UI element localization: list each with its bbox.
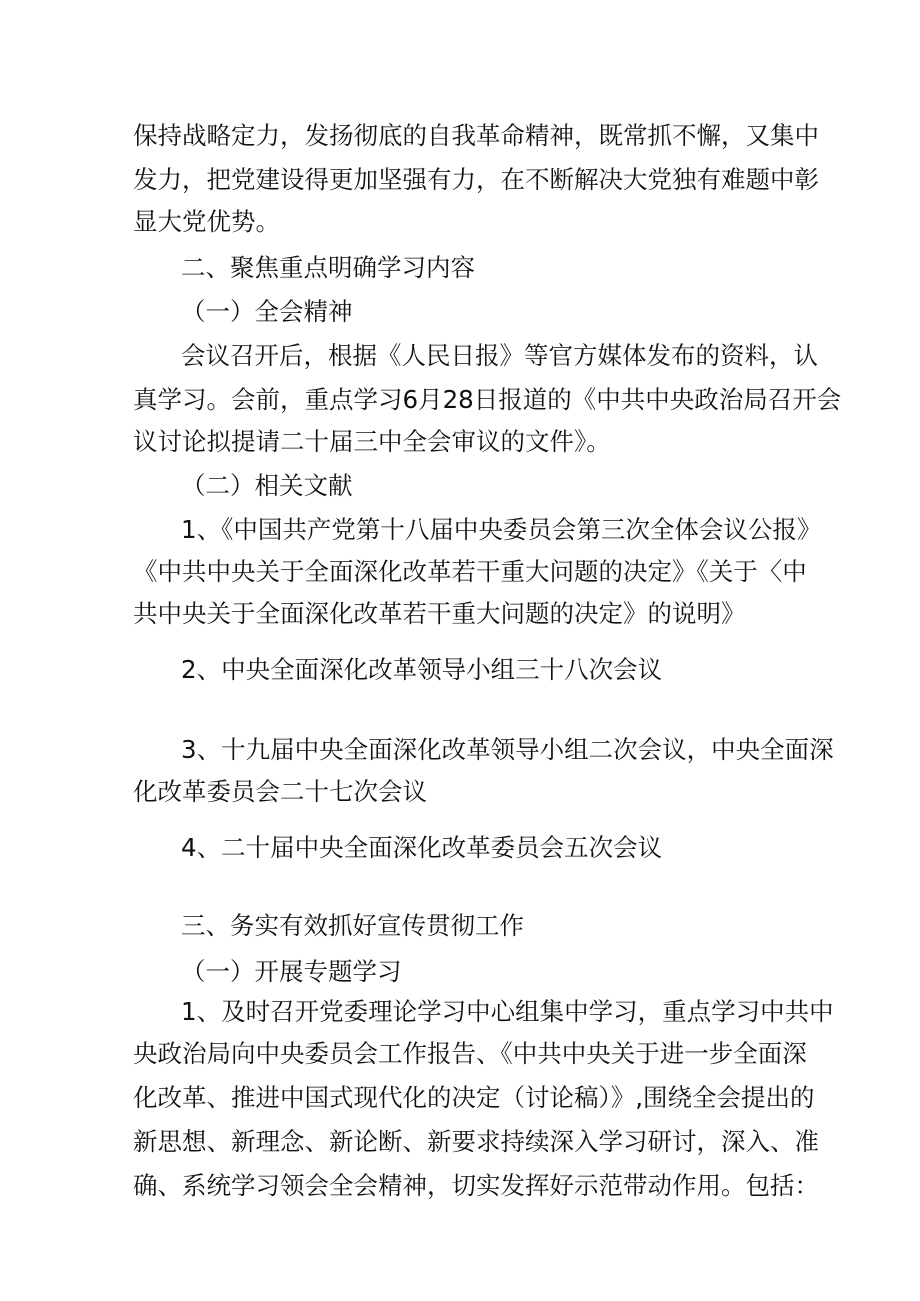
body-text-line: 新思想、新理念、新论断、新要求持续深入学习研讨，深入、准 [133,1127,819,1156]
body-text-line: 发力，把党建设得更加坚强有力，在不断解决大党独有难题中彰 [133,165,819,194]
section-heading-2: 二、聚焦重点明确学习内容 [181,253,475,282]
subsection-heading-2-2: （二）相关文献 [181,471,353,500]
body-text-line: 显大党优势。 [133,207,280,236]
body-text-line: 保持战略定力，发扬彻底的自我革命精神，既常抓不懈，又集中 [133,121,819,150]
body-text-line: 会议召开后，根据《人民日报》等官方媒体发布的资料，认 [181,341,818,370]
list-item-4: 4、二十届中央全面深化改革委员会五次会议 [181,833,663,862]
list-item-3-1-1: 1、及时召开党委理论学习中心组集中学习，重点学习中共中 [181,997,834,1026]
section-heading-3: 三、务实有效抓好宣传贯彻工作 [181,911,524,940]
list-item-1-cont: 共中央关于全面深化改革若干重大问题的决定》的说明》 [133,599,746,628]
subsection-heading-3-1: （一）开展专题学习 [181,957,402,986]
body-text-line: 化改革、推进中国式现代化的决定（讨论稿）》,围绕全会提出的 [133,1083,815,1112]
list-item-1: 1、《中国共产党第十八届中央委员会第三次全体会议公报》 [181,515,822,544]
body-text-line: 确、系统学习领会全会精神，切实发挥好示范带动作用。包括： [133,1171,819,1200]
list-item-3: 3、十九届中央全面深化改革领导小组二次会议，中央全面深 [181,735,834,764]
subsection-heading-2-1: （一）全会精神 [181,297,353,326]
body-text-line: 议讨论拟提请二十届三中全会审议的文件》。 [133,427,611,456]
list-item-1-cont: 《中共中央关于全面深化改革若干重大问题的决定》《关于〈中 [133,557,807,586]
list-item-3-cont: 化改革委员会二十七次会议 [133,777,427,806]
body-text-line: 真学习。会前，重点学习6月28日报道的《中共中央政治局召开会 [133,385,842,414]
list-item-2: 2、中央全面深化改革领导小组三十八次会议 [181,655,663,684]
body-text-line: 央政治局向中央委员会工作报告、《中共中央关于进一步全面深 [133,1039,807,1068]
